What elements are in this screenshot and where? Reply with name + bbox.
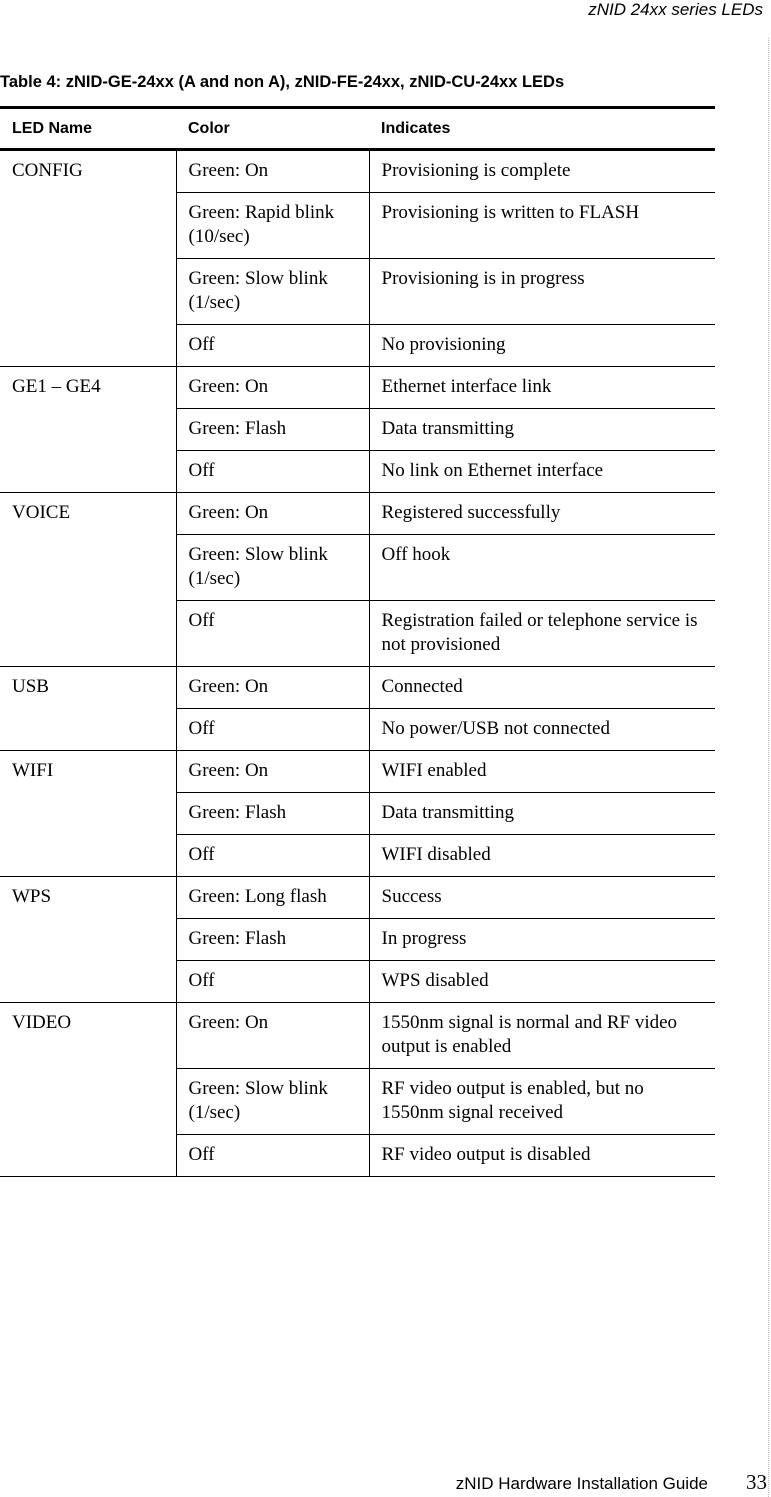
led-color-cell: Green: On xyxy=(176,667,369,709)
led-indicates-cell: Connected xyxy=(369,667,715,709)
led-color-cell: Green: On xyxy=(176,751,369,793)
led-color-cell: Green: On xyxy=(176,150,369,193)
led-name-cell: GE1 – GE4 xyxy=(0,367,176,493)
led-color-cell: Green: Long flash xyxy=(176,877,369,919)
led-color-cell: Green: Rapid blink (10/sec) xyxy=(176,193,369,259)
led-indicates-cell: Provisioning is in progress xyxy=(369,259,715,325)
led-color-cell: Green: On xyxy=(176,493,369,535)
led-color-cell: Off xyxy=(176,709,369,751)
running-header: zNID 24xx series LEDs xyxy=(588,0,763,19)
table-body xyxy=(0,150,715,1177)
led-name-cell: VIDEO xyxy=(0,1003,176,1177)
led-indicates-cell: WIFI disabled xyxy=(369,835,715,877)
led-color-cell: Off xyxy=(176,325,369,367)
led-color-cell: Green: Flash xyxy=(176,919,369,961)
led-indicates-cell: Ethernet interface link xyxy=(369,367,715,409)
footer-guide-title: zNID Hardware Installation Guide xyxy=(455,1474,708,1493)
led-indicates-cell: No provisioning xyxy=(369,325,715,367)
margin-rule xyxy=(768,38,769,1497)
led-indicates-cell: RF video output is enabled, but no 1550nm signal received xyxy=(369,1069,715,1135)
led-indicates-cell: In progress xyxy=(369,919,715,961)
led-color-cell: Green: On xyxy=(176,1003,369,1069)
table-row xyxy=(0,667,715,709)
table-row xyxy=(0,493,715,535)
led-indicates-cell: Registration failed or telephone service is not provisioned xyxy=(369,601,715,667)
led-color-cell: Off xyxy=(176,451,369,493)
led-color-cell: Off xyxy=(176,961,369,1003)
page-number: 33 xyxy=(746,1470,767,1494)
led-indicates-cell: Data transmitting xyxy=(369,793,715,835)
led-indicates-cell: 1550nm signal is normal and RF video output is enabled xyxy=(369,1003,715,1069)
led-color-cell: Green: On xyxy=(176,367,369,409)
led-indicates-cell: Provisioning is complete xyxy=(369,150,715,193)
led-color-cell: Green: Slow blink (1/sec) xyxy=(176,535,369,601)
column-header-indicates: Indicates xyxy=(369,108,715,150)
led-color-cell: Green: Flash xyxy=(176,409,369,451)
table-caption: Table 4: zNID-GE-24xx (A and non A), zNID-FE-24xx, zNID-CU-24xx LEDs xyxy=(0,73,565,91)
led-name-cell: VOICE xyxy=(0,493,176,667)
led-indicates-cell: WPS disabled xyxy=(369,961,715,1003)
table-row xyxy=(0,1003,715,1069)
led-color-cell: Off xyxy=(176,601,369,667)
led-table xyxy=(0,106,715,1177)
led-name-cell: WPS xyxy=(0,877,176,1003)
led-indicates-cell: Success xyxy=(369,877,715,919)
table-row xyxy=(0,367,715,409)
table-row xyxy=(0,877,715,919)
led-indicates-cell: Provisioning is written to FLASH xyxy=(369,193,715,259)
led-color-cell: Green: Slow blink (1/sec) xyxy=(176,1069,369,1135)
table-header-row xyxy=(0,108,715,150)
page-footer xyxy=(456,1470,767,1495)
column-header-color: Color xyxy=(176,108,369,150)
led-color-cell: Green: Flash xyxy=(176,793,369,835)
led-indicates-cell: WIFI enabled xyxy=(369,751,715,793)
led-name-cell: CONFIG xyxy=(0,150,176,367)
led-indicates-cell: No power/USB not connected xyxy=(369,709,715,751)
led-color-cell: Off xyxy=(176,835,369,877)
led-indicates-cell: RF video output is disabled xyxy=(369,1135,715,1177)
led-name-cell: USB xyxy=(0,667,176,751)
led-color-cell: Off xyxy=(176,1135,369,1177)
table-row xyxy=(0,751,715,793)
led-indicates-cell: Registered successfully xyxy=(369,493,715,535)
led-color-cell: Green: Slow blink (1/sec) xyxy=(176,259,369,325)
led-indicates-cell: Off hook xyxy=(369,535,715,601)
column-header-led-name: LED Name xyxy=(0,108,176,150)
led-indicates-cell: Data transmitting xyxy=(369,409,715,451)
led-name-cell: WIFI xyxy=(0,751,176,877)
led-indicates-cell: No link on Ethernet interface xyxy=(369,451,715,493)
table-row xyxy=(0,150,715,193)
